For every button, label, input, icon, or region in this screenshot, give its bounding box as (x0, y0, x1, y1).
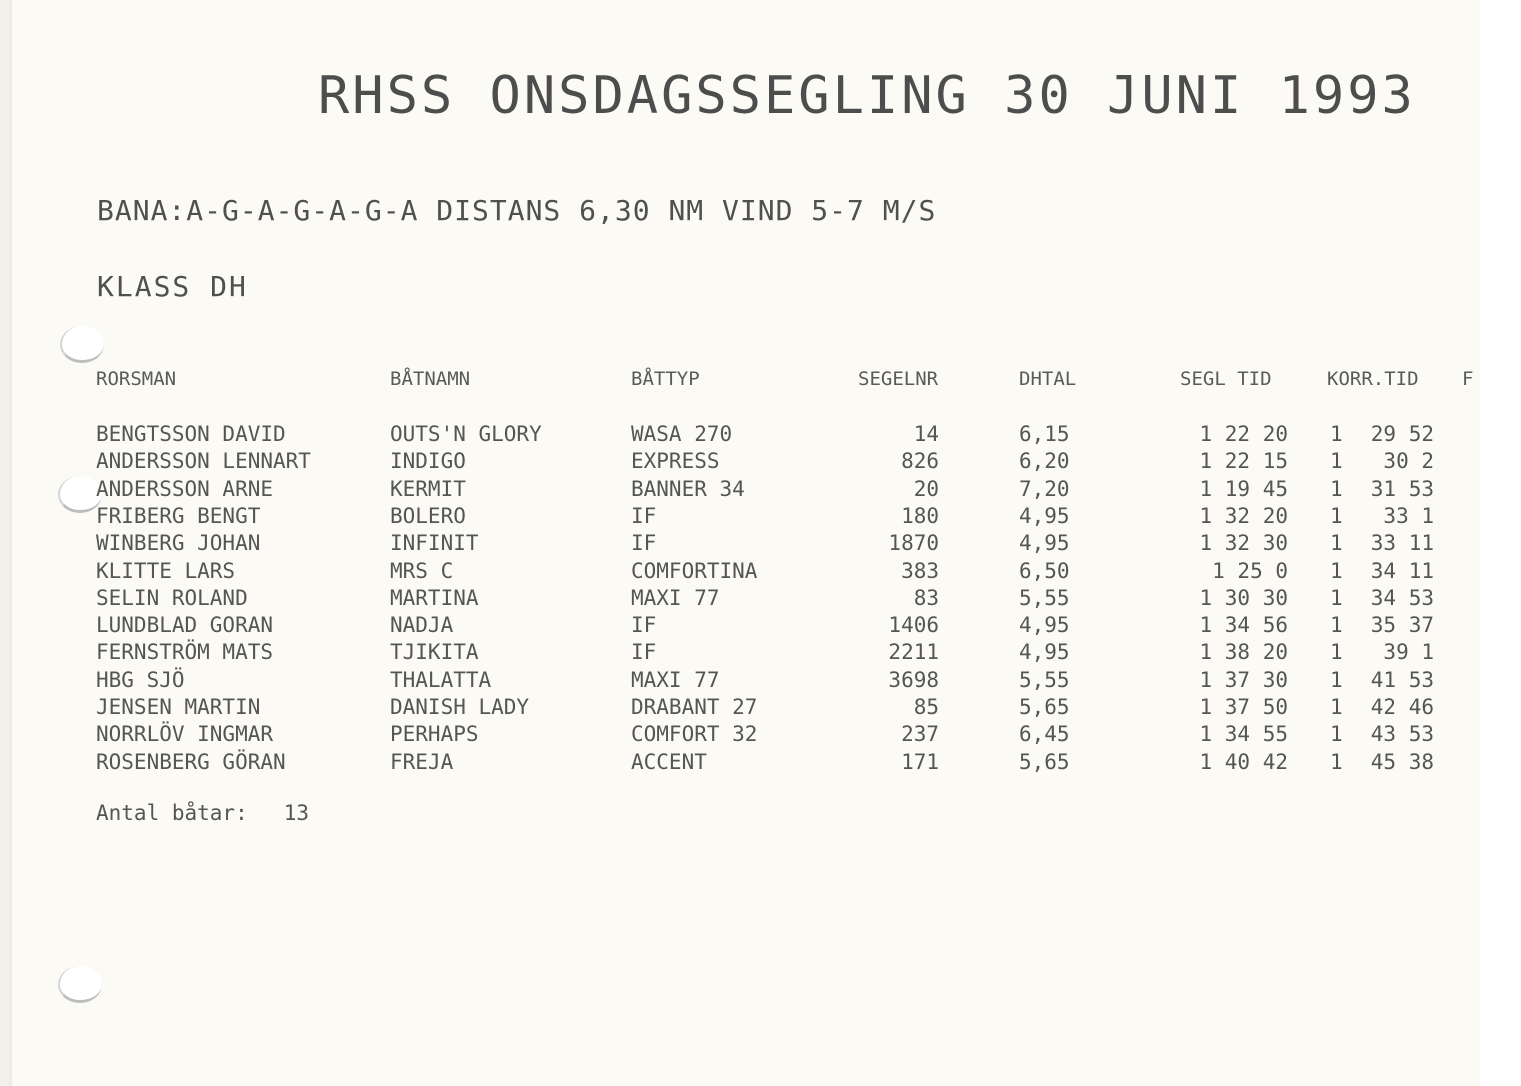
korr-tid-minutes-seconds: 30 2 (1383, 449, 1434, 474)
korr-tid-minutes-seconds: 29 52 (1370, 422, 1434, 446)
page-title: RHSS ONSDAGSSEGLING 30 JUNI 1993 (318, 66, 1416, 126)
cell-batnamn: KERMIT (390, 476, 466, 501)
course-info: BANA:A-G-A-G-A-G-A DISTANS 6,30 NM VIND 5-7 M/S (97, 194, 937, 227)
cell-battyp: DRABANT 27 (631, 695, 758, 719)
cell-batnamn: FREJA (390, 749, 454, 774)
table-row (0, 422, 1480, 449)
cell-battyp: EXPRESS (631, 449, 720, 474)
korr-tid-minutes-seconds: 41 53 (1370, 667, 1434, 692)
cell-segelnr: 1870 (888, 531, 939, 556)
cell-battyp: IF (631, 531, 657, 556)
korr-tid-minutes-seconds: 45 38 (1370, 749, 1434, 774)
cell-rorsman: BENGTSSON DAVID (96, 422, 286, 446)
table-row (0, 586, 1480, 613)
table-row (0, 640, 1480, 667)
korr-tid-hours: 1 (1330, 449, 1343, 474)
cell-rorsman: FRIBERG BENGT (96, 503, 261, 528)
cell-battyp: COMFORTINA (631, 558, 758, 583)
cell-segelnr: 14 (913, 422, 939, 446)
table-row (0, 531, 1480, 558)
korr-tid-hours: 1 (1330, 422, 1343, 446)
cell-segl-tid: 1 22 20 (1199, 422, 1288, 446)
cell-batnamn: THALATTA (390, 667, 492, 692)
cell-dhtal: 6,50 (1019, 558, 1070, 583)
korr-tid-hours: 1 (1330, 476, 1343, 501)
cell-korr-tid (1330, 559, 1434, 586)
korr-tid-hours: 1 (1330, 613, 1343, 638)
cell-korr-tid (1330, 750, 1434, 777)
column-header-korr-tid: KORR.TID (1327, 368, 1419, 390)
cell-rorsman: JENSEN MARTIN (96, 695, 261, 719)
cell-segl-tid: 1 37 50 (1199, 695, 1288, 719)
boat-count (96, 801, 309, 825)
korr-tid-hours: 1 (1330, 531, 1343, 556)
cell-segelnr: 20 (913, 476, 939, 501)
cell-segelnr: 237 (901, 722, 939, 747)
cell-battyp: IF (631, 503, 657, 528)
cell-batnamn: OUTS'N GLORY (390, 422, 542, 446)
korr-tid-hours: 1 (1330, 640, 1343, 665)
cell-battyp: WASA 270 (631, 422, 733, 446)
korr-tid-hours: 1 (1330, 667, 1343, 692)
cell-rorsman: WINBERG JOHAN (96, 531, 261, 556)
cell-batnamn: TJIKITA (390, 640, 479, 665)
cell-rorsman: KLITTE LARS (96, 558, 236, 583)
cell-rorsman: HBG SJÖ (96, 667, 185, 692)
table-row (0, 477, 1480, 504)
cell-dhtal: 4,95 (1019, 613, 1070, 638)
cell-rorsman: ANDERSSON ARNE (96, 476, 274, 501)
cell-battyp: BANNER 34 (631, 476, 745, 501)
cell-dhtal: 6,45 (1019, 722, 1070, 747)
cell-segl-tid: 1 22 15 (1199, 449, 1288, 474)
korr-tid-hours: 1 (1330, 695, 1343, 719)
korr-tid-minutes-seconds: 34 11 (1370, 558, 1434, 583)
cell-rorsman: FERNSTRÖM MATS (96, 640, 274, 665)
table-row (0, 668, 1480, 695)
korr-tid-hours: 1 (1330, 585, 1343, 610)
cell-korr-tid (1330, 640, 1434, 667)
table-row (0, 504, 1480, 531)
korr-tid-hours: 1 (1330, 749, 1343, 774)
cell-segelnr: 180 (901, 503, 939, 528)
cell-dhtal: 5,55 (1019, 585, 1070, 610)
cell-korr-tid (1330, 668, 1434, 695)
cell-battyp: MAXI 77 (631, 585, 720, 610)
cell-dhtal: 5,55 (1019, 667, 1070, 692)
cell-rorsman: SELIN ROLAND (96, 585, 248, 610)
cell-korr-tid (1330, 504, 1434, 531)
cell-korr-tid (1330, 613, 1434, 640)
cell-dhtal: 7,20 (1019, 476, 1070, 501)
cell-dhtal: 4,95 (1019, 531, 1070, 556)
korr-tid-minutes-seconds: 31 53 (1370, 476, 1434, 501)
korr-tid-hours: 1 (1330, 722, 1343, 747)
cell-segl-tid: 1 19 45 (1199, 476, 1288, 501)
cell-segelnr: 383 (901, 558, 939, 583)
cell-segl-tid: 1 30 30 (1199, 585, 1288, 610)
boat-count-value: 13 (283, 801, 310, 825)
cell-dhtal: 4,95 (1019, 640, 1070, 665)
cell-batnamn: BOLERO (390, 503, 466, 528)
cell-segelnr: 2211 (888, 640, 939, 665)
cell-segelnr: 826 (901, 449, 939, 474)
page-margin (1480, 0, 1521, 1086)
cell-korr-tid (1330, 695, 1434, 722)
cell-dhtal: 5,65 (1019, 749, 1070, 774)
cell-segl-tid: 1 37 30 (1199, 667, 1288, 692)
table-row (0, 559, 1480, 586)
cell-korr-tid (1330, 422, 1434, 449)
cell-rorsman: LUNDBLAD GORAN (96, 613, 274, 638)
cell-batnamn: NADJA (390, 613, 454, 638)
table-row (0, 613, 1480, 640)
cell-segl-tid: 1 32 30 (1199, 531, 1288, 556)
cell-rorsman: NORRLÖV INGMAR (96, 722, 274, 747)
cell-segl-tid: 1 34 56 (1199, 613, 1288, 638)
korr-tid-minutes-seconds: 34 53 (1370, 585, 1434, 610)
korr-tid-hours: 1 (1330, 503, 1343, 528)
column-header-rorsman: RORSMAN (96, 368, 177, 390)
table-row (0, 695, 1480, 722)
cell-dhtal: 4,95 (1019, 503, 1070, 528)
cell-segl-tid: 1 38 20 (1199, 640, 1288, 665)
cell-segelnr: 3698 (888, 667, 939, 692)
korr-tid-minutes-seconds: 35 37 (1370, 613, 1434, 638)
column-header-extra: F (1462, 368, 1474, 390)
cell-korr-tid (1330, 531, 1434, 558)
column-header-segelnr: SEGELNR (858, 368, 939, 390)
punch-hole (58, 966, 102, 1003)
cell-batnamn: MARTINA (390, 585, 479, 610)
cell-segelnr: 171 (901, 749, 939, 774)
cell-batnamn: MRS C (390, 558, 454, 583)
column-header-dhtal: DHTAL (1019, 368, 1077, 390)
cell-segelnr: 1406 (888, 613, 939, 638)
boat-count-label: Antal båtar: (96, 801, 248, 825)
cell-battyp: MAXI 77 (631, 667, 720, 692)
cell-battyp: IF (631, 640, 657, 665)
cell-segl-tid: 1 40 42 (1199, 749, 1288, 774)
punch-hole (60, 326, 104, 363)
korr-tid-minutes-seconds: 43 53 (1370, 722, 1434, 747)
table-row (0, 750, 1480, 777)
table-row (0, 722, 1480, 749)
cell-batnamn: DANISH LADY (390, 695, 530, 719)
korr-tid-hours: 1 (1330, 558, 1343, 583)
column-header-batnamn: BÅTNAMN (390, 368, 471, 390)
korr-tid-minutes-seconds: 33 11 (1370, 531, 1434, 556)
cell-korr-tid (1330, 449, 1434, 476)
table-row (0, 449, 1480, 476)
cell-segl-tid: 1 34 55 (1199, 722, 1288, 747)
cell-battyp: COMFORT 32 (631, 722, 758, 747)
column-header-segl-tid: SEGL TID (1180, 368, 1272, 390)
class-label: KLASS DH (97, 270, 248, 303)
cell-rorsman: ROSENBERG GÖRAN (96, 749, 286, 774)
cell-battyp: ACCENT (631, 749, 707, 774)
cell-batnamn: INFINIT (390, 531, 479, 556)
cell-korr-tid (1330, 586, 1434, 613)
cell-korr-tid (1330, 722, 1434, 749)
korr-tid-minutes-seconds: 42 46 (1370, 695, 1434, 719)
cell-dhtal: 6,15 (1019, 422, 1070, 446)
cell-segl-tid: 1 32 20 (1199, 503, 1288, 528)
korr-tid-minutes-seconds: 33 1 (1383, 503, 1434, 528)
cell-battyp: IF (631, 613, 657, 638)
cell-dhtal: 5,65 (1019, 695, 1070, 719)
cell-dhtal: 6,20 (1019, 449, 1070, 474)
cell-batnamn: PERHAPS (390, 722, 479, 747)
cell-batnamn: INDIGO (390, 449, 466, 474)
cell-segelnr: 85 (913, 695, 939, 719)
korr-tid-minutes-seconds: 39 1 (1383, 640, 1434, 665)
cell-segelnr: 83 (913, 585, 939, 610)
cell-segl-tid: 1 25 0 (1212, 558, 1288, 583)
cell-rorsman: ANDERSSON LENNART (96, 449, 311, 474)
column-header-battyp: BÅTTYP (631, 368, 700, 390)
cell-korr-tid (1330, 477, 1434, 504)
